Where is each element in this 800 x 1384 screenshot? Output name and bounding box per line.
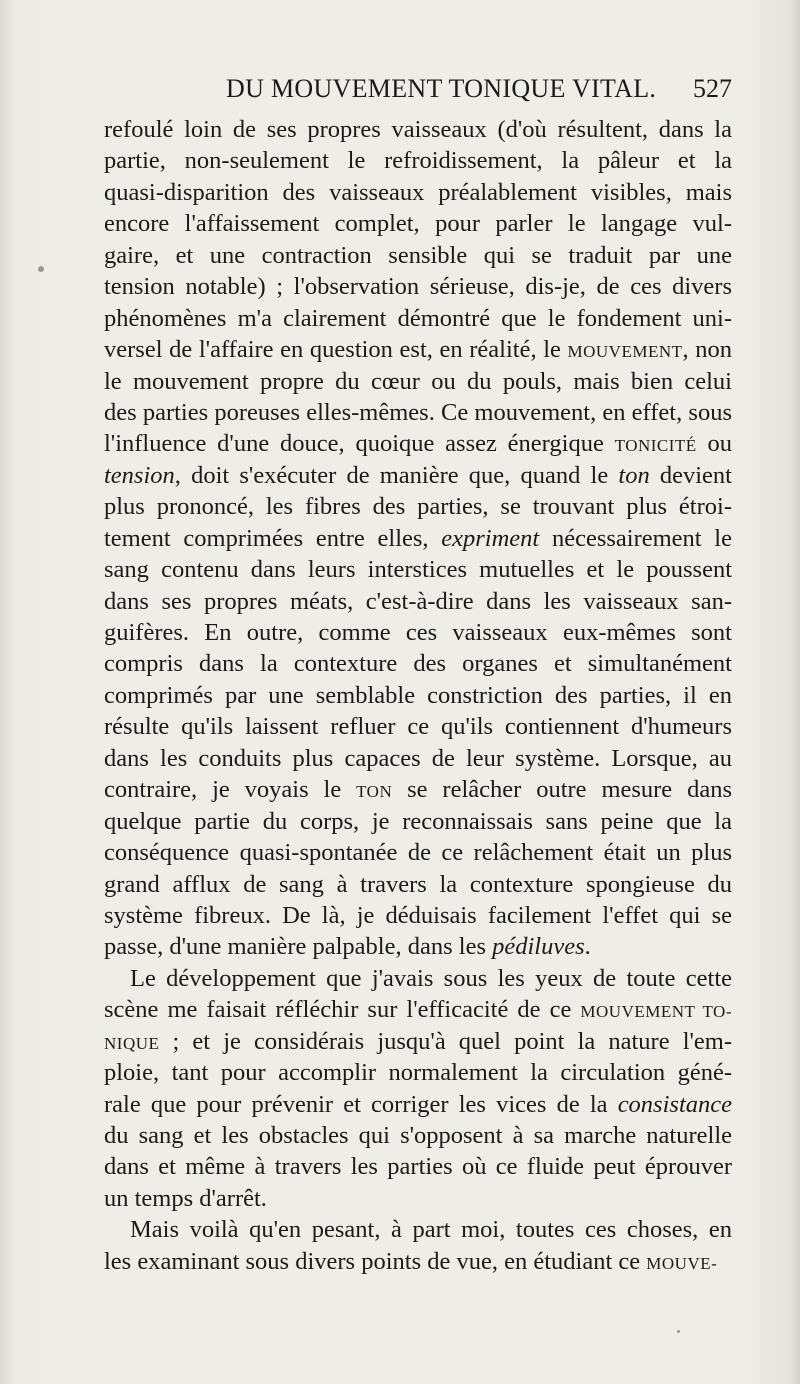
text-run: MOUVE- [646,1253,718,1273]
text-line [104,1151,732,1182]
text-line [104,586,732,617]
text-run: quelque partie du corps, je reconnaissais sans peine que la [104,807,732,835]
text-line [104,743,732,774]
text-run: phénomènes m'a clairement démontré que le fondement uni- [104,304,732,332]
text-run: Mais voilà qu'en pesant, à part moi, toutes ces choses, en [130,1216,732,1244]
text-run: passe, d'une manière palpable, dans les [104,933,493,961]
text-run: sang contenu dans leurs interstices mutuelles et le poussent [104,556,732,584]
text-line [104,491,732,522]
page-number: 527 [693,74,732,103]
text-line [104,1089,732,1120]
text-run: . [584,933,591,961]
running-header [104,74,732,114]
text-line [104,208,732,239]
text-run: dans et même à travers les parties où ce fluide peut éprouver [104,1153,732,1181]
text-run: , doit s'exécuter de manière que, quand le [174,461,619,489]
text-run: l'influence d'une douce, quoique assez énergique [104,430,615,458]
text-run: comprimés par une semblable constriction des parties, il en [104,681,732,709]
text-run: du sang et les obstacles qui s'opposent à sa marche naturelle [104,1122,732,1149]
text-run: tement comprimées entre elles, [104,524,442,552]
body-text [104,114,732,1277]
text-line [104,648,732,679]
text-line [104,1057,732,1088]
text-line [104,1246,732,1277]
text-run: ploie, tant pour accomplir normalement la circulation géné- [104,1059,732,1087]
text-run: ton [618,461,650,489]
text-run: , non [682,336,732,364]
text-line [104,397,732,428]
text-run: tension [104,461,175,489]
text-line [104,523,732,554]
text-line [104,240,732,271]
text-run: MOUVEMENT [567,342,683,362]
text-line [104,774,732,805]
text-line [104,869,732,900]
text-line [104,1120,732,1151]
text-line [104,1214,732,1245]
text-run: plus prononcé, les fibres des parties, se trouvant plus étroi- [104,493,732,521]
text-run: le mouvement propre du cœur ou du pouls, mais bien celui [104,367,732,395]
text-run: dans ses propres méats, c'est-à-dire dans les vaisseaux san- [104,587,732,615]
header-title: DU MOUVEMENT TONIQUE VITAL. [226,74,657,103]
text-run: ; et je considérais jusqu'à quel point la nature l'em- [159,1027,732,1055]
text-run: tension notable) ; l'observation sérieuse, dis-je, de ces divers [104,273,732,301]
text-line [104,428,732,459]
text-line [104,460,732,491]
text-line [104,114,732,145]
text-line [104,334,732,365]
text-run: TONICITÉ [614,436,697,456]
text-run: conséquence quasi-spontanée de ce relâchement était un plus [104,839,732,867]
text-line [104,554,732,585]
text-run: gaire, et une contraction sensible qui se traduit par une [104,241,732,269]
text-run: MOUVEMENT TO- [580,1002,732,1022]
text-run: TON [356,782,393,802]
text-run: un temps d'arrêt. [104,1184,267,1212]
text-line [104,680,732,711]
text-line [104,145,732,176]
text-line [104,271,732,302]
text-run: partie, non-seulement le refroidissement, la pâleur et la [104,147,732,175]
text-run: encore l'affaissement complet, pour parler le langage vul- [104,210,732,238]
text-line [104,806,732,837]
paper-speck [38,266,44,272]
text-run: consistance [617,1090,732,1118]
text-line [104,994,732,1025]
text-run: contraire, je voyais le [104,776,357,804]
text-run: devient [649,461,732,489]
text-run: compris dans la contexture des organes et simultanément [104,650,732,678]
text-run: refoulé loin de ses propres vaisseaux (d'où résultent, dans la [104,116,732,143]
text-run: expriment [441,524,540,552]
text-line [104,931,732,962]
paper-speck [677,1330,680,1333]
text-run: pédiluves [492,933,585,961]
text-run: Le développement que j'avais sous les yeux de toute cette [130,964,732,992]
text-run: grand afflux de sang à travers la contexture spongieuse du [104,870,732,898]
text-line [104,963,732,994]
text-line [104,711,732,742]
text-line [104,1026,732,1057]
text-line [104,837,732,868]
text-line [104,303,732,334]
text-line [104,1183,732,1214]
text-line [104,617,732,648]
text-run: rale que pour prévenir et corriger les vices de la [104,1090,618,1118]
text-run: nécessairement le [539,524,732,552]
text-run: scène me faisait réfléchir sur l'efficacité de ce [104,996,581,1024]
text-line [104,900,732,931]
text-run: guifères. En outre, comme ces vaisseaux eux-mêmes sont [104,619,732,646]
text-run: ou [696,430,732,458]
text-line [104,366,732,397]
text-run: NIQUE [104,1033,160,1053]
text-run: dans les conduits plus capaces de leur système. Lorsque, au [104,744,732,772]
text-run: les examinant sous divers points de vue, en étudiant ce [104,1247,647,1275]
text-run: système fibreux. De là, je déduisais facilement l'effet qui se [104,901,732,929]
text-run: versel de l'affaire en question est, en réalité, le [104,336,568,364]
text-run: quasi-disparition des vaisseaux préalablement visibles, mais [104,178,732,206]
text-run: se relâcher outre mesure dans [392,776,732,804]
text-run: des parties poreuses elles-mêmes. Ce mouvement, en effet, sous [104,398,732,426]
text-line [104,177,732,208]
text-run: résulte qu'ils laissent refluer ce qu'ils contiennent d'humeurs [104,713,732,741]
